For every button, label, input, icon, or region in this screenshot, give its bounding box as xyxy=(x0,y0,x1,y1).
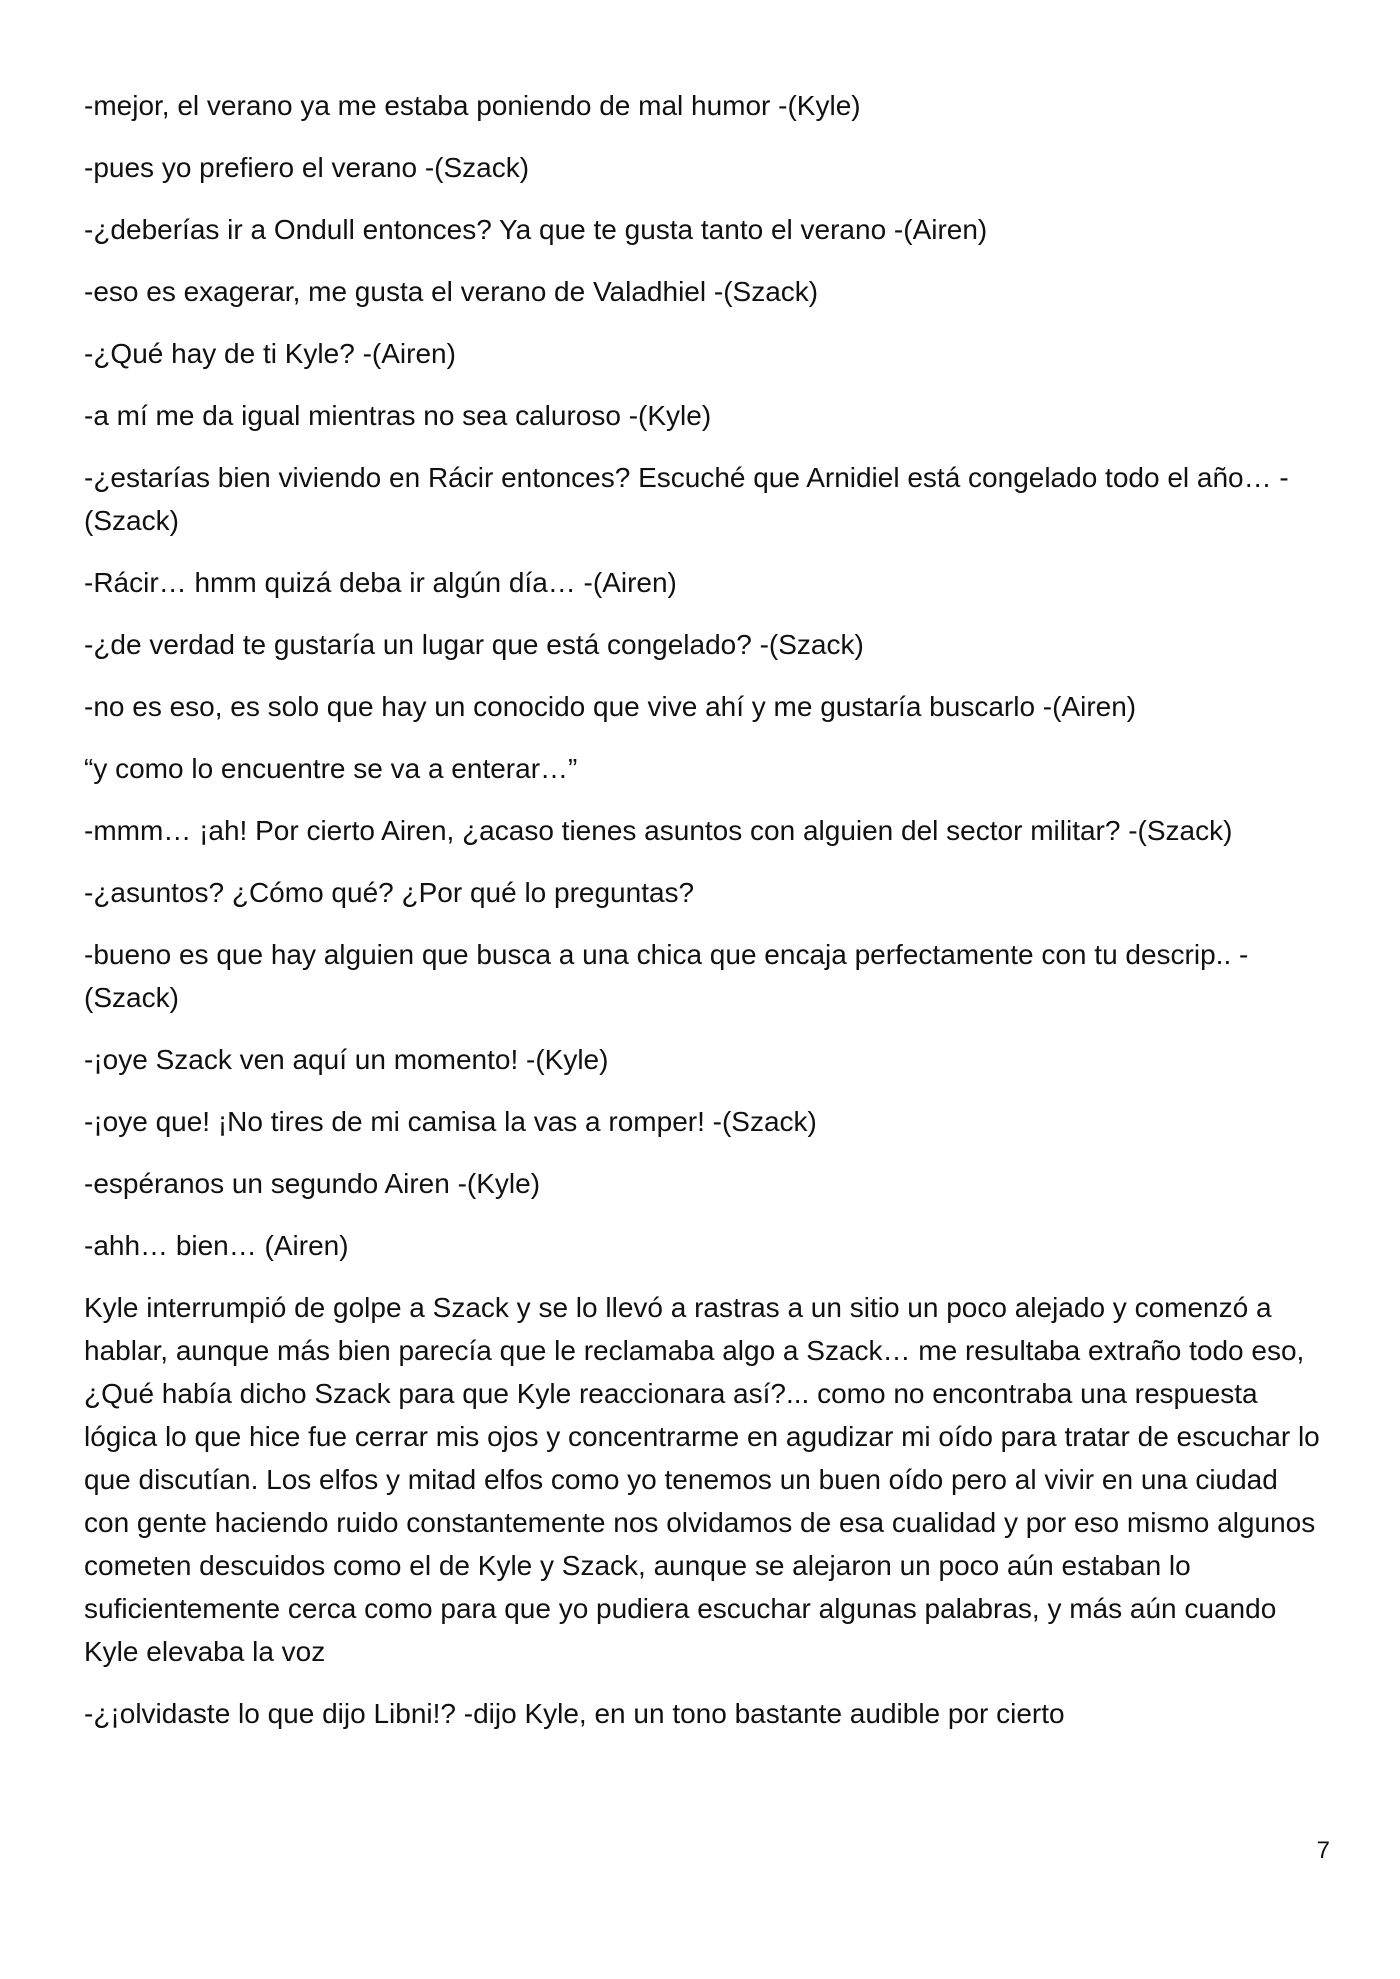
dialogue-line: -¿¡olvidaste lo que dijo Libni!? -dijo Kyle, en un tono bastante audible por cierto xyxy=(84,1698,1065,1729)
dialogue-line: -Rácir… hmm quizá deba ir algún día… -(Airen) xyxy=(84,567,677,598)
dialogue-line: -¿deberías ir a Ondull entonces? Ya que te gusta tanto el verano -(Airen) xyxy=(84,214,988,245)
dialogue-line: -¿Qué hay de ti Kyle? -(Airen) xyxy=(84,338,456,369)
dialogue-line: -eso es exagerar, me gusta el verano de Valadhiel -(Szack) xyxy=(84,276,819,307)
dialogue-line: -¡oye que! ¡No tires de mi camisa la vas a romper! -(Szack) xyxy=(84,1106,817,1137)
dialogue-line: -no es eso, es solo que hay un conocido que vive ahí y me gustaría buscarlo -(Airen) xyxy=(84,691,1137,722)
narrative-paragraph: Kyle interrumpió de golpe a Szack y se lo llevó a rastras a un sitio un poco alejado y comenzó a hablar, aunque más bien parecía que le reclamaba algo a Szack… me resultaba extraño todo eso, ¿Qué había dicho Szack para que Kyle reaccionara así?... como no encontraba una respuesta lógica lo que hice fue cerrar mis ojos y concentrarme en agudizar mi oído para tratar de escuchar lo que discutían. Los elfos y mitad elfos como yo tenemos un buen oído pero al vivir en una ciudad con gente haciendo ruido constantemente nos olvidamos de esa cualidad y por eso mismo algunos cometen descuidos como el de Kyle y Szack, aunque se alejaron un poco aún estaban lo suficientemente cerca como para que yo pudiera escuchar algunas palabras, y más aún cuando Kyle elevaba la voz xyxy=(84,1292,1320,1667)
page-number: 7 xyxy=(1316,1837,1330,1864)
body-text xyxy=(84,84,1324,1754)
dialogue-line: -¡oye Szack ven aquí un momento! -(Kyle) xyxy=(84,1044,609,1075)
dialogue-line: -espéranos un segundo Airen -(Kyle) xyxy=(84,1168,541,1199)
dialogue-line: -mejor, el verano ya me estaba poniendo de mal humor -(Kyle) xyxy=(84,90,861,121)
dialogue-line: -¿de verdad te gustaría un lugar que está congelado? -(Szack) xyxy=(84,629,864,660)
dialogue-line: -bueno es que hay alguien que busca a una chica que encaja perfectamente con tu descrip.. -(Szack) xyxy=(84,939,1249,1013)
thought-line: “y como lo encuentre se va a enterar…” xyxy=(84,753,578,784)
dialogue-line: -pues yo prefiero el verano -(Szack) xyxy=(84,152,530,183)
dialogue-line: -mmm… ¡ah! Por cierto Airen, ¿acaso tienes asuntos con alguien del sector militar? -(Szack) xyxy=(84,815,1233,846)
dialogue-line: -ahh… bien… (Airen) xyxy=(84,1230,349,1261)
dialogue-line: -¿asuntos? ¿Cómo qué? ¿Por qué lo preguntas? xyxy=(84,877,695,908)
dialogue-line: -¿estarías bien viviendo en Rácir entonces? Escuché que Arnidiel está congelado todo el año… -(Szack) xyxy=(84,462,1289,536)
dialogue-line: -a mí me da igual mientras no sea caluroso -(Kyle) xyxy=(84,400,712,431)
